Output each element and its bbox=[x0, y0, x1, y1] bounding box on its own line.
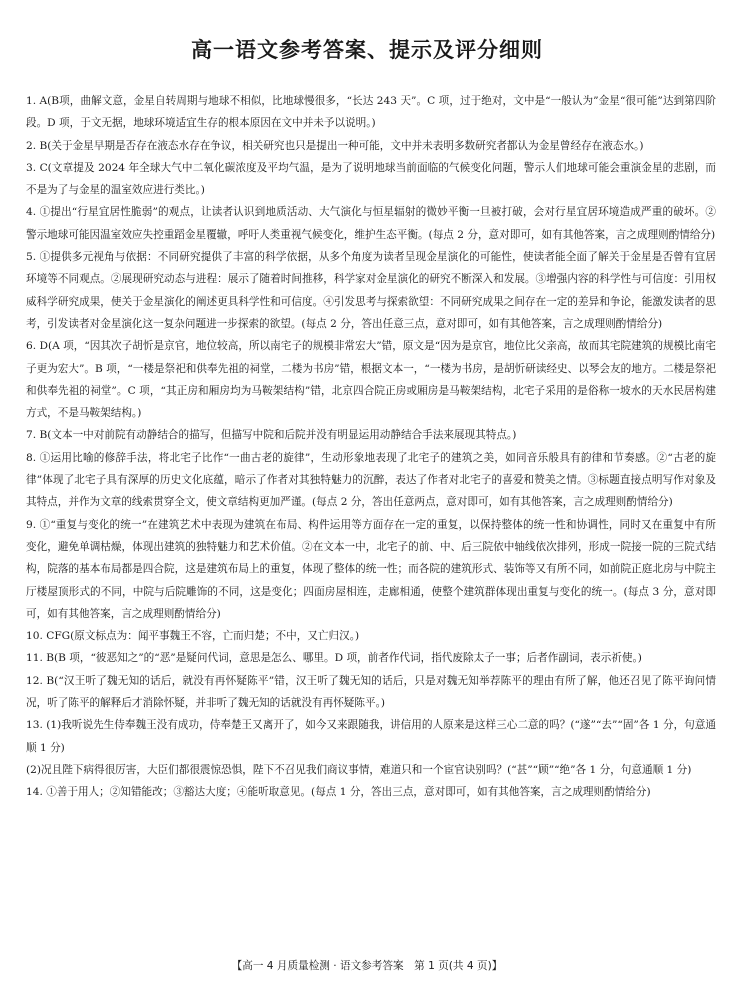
answer-item-4: 4. ①提出“行星宜居性脆弱”的观点，让读者认识到地质活动、大气演化与恒星辐射的微妙平衡一旦被打破，会对行星宜居环境造成严重的破坏。②警示地球可能因温室效应失控重蹈金星覆辙，呼吁人类重视气候变化，维护生态平衡。(每点 2 分，意对即可，如有其他答案，言之成理则酌情给分) bbox=[26, 206, 716, 241]
answer-item-3: 3. C(文章提及 2024 年全球大气中二氧化碳浓度及平均气温，是为了说明地球当前面临的气候变化问题，警示人们地球可能会重演金星的悲剧，而不是为了与金星的温室效应进行类比。) bbox=[26, 161, 716, 197]
answer-item-10: 10. CFG(原文标点为：闻平事魏王不容，亡而归楚；不中，又亡归汉。) bbox=[26, 630, 360, 643]
answer-list bbox=[26, 90, 716, 804]
answer-item-11: 11. B(B 项，“彼恶知之”的“恶”是疑问代词，意思是怎么、哪里。D 项，前者作代词，指代废除太子一事；后者作副词，表示祈使。) bbox=[26, 652, 642, 665]
page-title: 高一语文参考答案、提示及评分细则 bbox=[191, 38, 543, 62]
answer-item-13-2: (2)况且陛下病得很厉害，大臣们都很震惊恐惧，陛下不召见我们商议事情，难道只和一个宦官诀别吗？(“甚”“顾”“绝”各 1 分，句意通顺 1 分) bbox=[26, 763, 692, 776]
page-footer: 【高一 4 月质量检测 · 语文参考答案 第 1 页(共 4 页)】 bbox=[231, 960, 503, 972]
answer-item-12: 12. B(“汉王听了魏无知的话后，就没有再怀疑陈平”错，汉王听了魏无知的话后，只是对魏无知举荐陈平的理由有所了解，他还召见了陈平询问情况，听了陈平的解释后才消除怀疑，并非听了魏无知的话就没有再怀疑陈平。) bbox=[26, 674, 716, 710]
answer-item-6: 6. D(A 项，“因其次子胡忻是京官，地位较高，所以南宅子的规模非常宏大”错，原文是“因为是京官，地位比父亲高，故而其宅院建筑的规模比南宅子更为宏大”。B 项，“一楼是祭祀和供奉先祖的祠堂，二楼为书房”错，根据文本一，“一楼为书房，是胡忻研读经史、以琴会友的地方。二楼是祭祀和供奉先祖的祠堂”。C 项，“其正房和厢房均为马鞍架结构”错，北京四合院正房或厢房是马鞍架结构，北宅子采用的是俗称一坡水的天水民居构建方式，不是马鞍架结构。) bbox=[26, 340, 716, 420]
answer-item-13-1: 13. (1)我听说先生侍奉魏王没有成功，侍奉楚王又离开了，如今又来跟随我，讲信用的人原来是这样三心二意的吗？(“遂”“去”“固”各 1 分，句意通顺 1 分) bbox=[26, 719, 716, 754]
answer-item-2: 2. B(关于金星早期是否存在液态水存在争议，相关研究也只是提出一种可能，文中并未表明多数研究者都认为金星曾经存在液态水。) bbox=[26, 139, 644, 152]
answer-item-8: 8. ①运用比喻的修辞手法，将北宅子比作“一曲古老的旋律”，生动形象地表现了北宅子的建筑之美，如同音乐般具有韵律和节奏感。②“古老的旋律”体现了北宅子具有深厚的历史文化底蕴，暗示了作者对其独特魅力的沉醉，表达了作者对北宅子的喜爱和赞美之情。③标题直接点明写作对象及其特点，并作为文章的线索贯穿全文，使文章结构更加严谨。(每点 2 分，答出任意两点，意对即可，如有其他答案，言之成理则酌情给分) bbox=[26, 451, 716, 509]
answer-item-5: 5. ①提供多元视角与依据：不同研究提供了丰富的科学依据，从多个角度为读者呈现金星演化的可能性，使读者能全面了解关于金星是否曾有宜居环境等不同观点。②展现研究动态与进程：展示了随着时间推移，科学家对金星演化的研究不断深入和发展。③增强内容的科学性与可信度：引用权威科学研究成果，使关于金星演化的阐述更具科学性和可信度。④引发思考与探索欲望：不同研究成果之间存在一定的差异和争论，能激发读者的思考，引发读者对金星演化这一复杂问题进一步探索的欲望。(每点 2 分，答出任意三点，意对即可，如有其他答案，言之成理则酌情给分) bbox=[26, 251, 716, 330]
answer-item-9: 9. ①“重复与变化的统一”在建筑艺术中表现为建筑在布局、构件运用等方面存在一定的重复，以保持整体的统一性和协调性，同时又在重复中有所变化，避免单调枯燥，体现出建筑的独特魅力和艺术价值。②在文本一中，北宅子的前、中、后三院依中轴线依次排列，形成一院接一院的三院式结构，院落的基本布局都是四合院，这是建筑布局上的重复，体现了整体的统一性；而各院的建筑形式、装饰等又有所不同，如前院正庭北房与中院主厅楼屋顶形式的不同，中院与后院雕饰的不同，这是变化；四面房屋相连，走廊相通，使整个建筑群体现出重复与变化的统一。(每点 3 分，意对即可，如有其他答案，言之成理则酌情给分) bbox=[26, 518, 716, 620]
answer-item-14: 14. ①善于用人；②知错能改；③豁达大度；④能听取意见。(每点 1 分，答出三点，意对即可，如有其他答案，言之成理则酌情给分) bbox=[26, 786, 651, 799]
answer-item-1: 1. A(B项，曲解文意，金星自转周期与地球不相似，比地球慢很多，“长达 243 天”。C 项，过于绝对，文中是“一般认为”金星“很可能”达到第四阶段。D 项，于文无据，地球环境适宜生存的根本原因在文中并未予以说明。) bbox=[26, 95, 716, 130]
answer-item-7: 7. B(文本一中对前院有动静结合的描写，但描写中院和后院并没有明显运用动静结合手法来展现其特点。) bbox=[26, 429, 517, 442]
